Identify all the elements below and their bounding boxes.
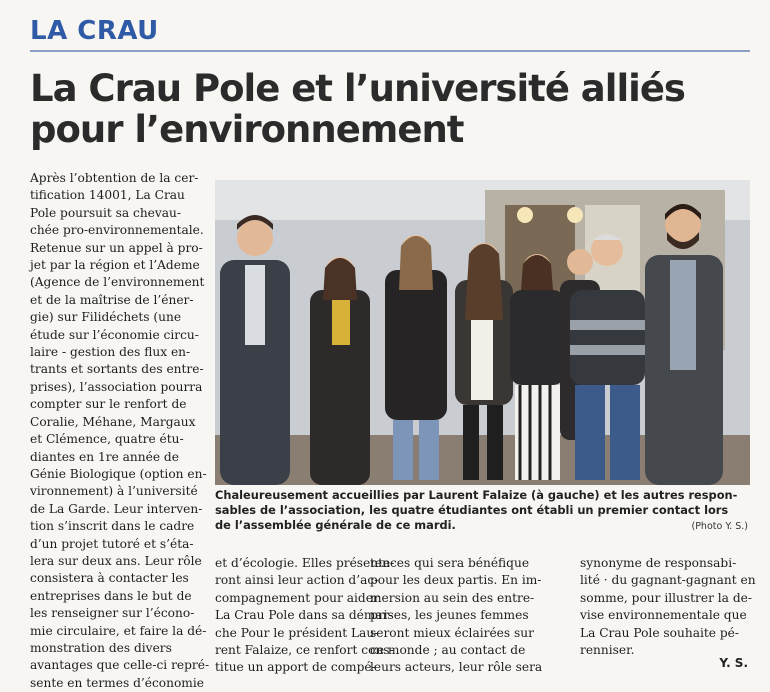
text-line: Génie Biologique (option en-	[30, 466, 207, 481]
text-line: vironnement) à l’université	[30, 484, 198, 499]
photo-credit: (Photo Y. S.)	[691, 521, 748, 532]
text-line: monstration des divers	[30, 640, 172, 655]
text-line: titue un apport de compé-	[215, 660, 376, 675]
text-line: gie) sur Filidéchets (une	[30, 310, 182, 325]
text-line: mersion au sein des entre-	[370, 590, 535, 605]
article-headline	[30, 68, 750, 150]
text-line: avantages que celle-ci repré-	[30, 658, 210, 673]
section-title: LA CRAU	[30, 16, 159, 46]
author-signature: Y. S.	[719, 656, 748, 670]
article-column-2	[215, 555, 395, 677]
text-line: (Agence de l’environnement	[30, 275, 205, 290]
text-line: prises), l’association pourra	[30, 379, 203, 394]
section-divider	[30, 50, 750, 52]
text-line: chée pro-environnementale.	[30, 223, 204, 238]
text-line: pour les deux partis. En im-	[370, 573, 542, 588]
text-line: Après l’obtention de la cer-	[30, 171, 199, 185]
text-line: sente en termes d’économie	[30, 675, 204, 690]
text-line: laire - gestion des flux en-	[30, 345, 191, 360]
text-line: mie circulaire, et faire la dé-	[30, 623, 207, 638]
headline-line-1: La Crau Pole et l’université alliés	[30, 67, 685, 110]
text-line: entreprises dans le but de	[30, 588, 192, 603]
text-line: Pole poursuit sa chevau-	[30, 205, 182, 220]
text-line: renniser.	[580, 643, 635, 658]
text-line: d’un projet tutoré et s’éta-	[30, 536, 194, 551]
caption-line: Chaleureusement accueillies par Laurent Falaize (à gauche) et les autres respon-	[215, 488, 738, 502]
text-line: tification 14001, La Crau	[30, 188, 185, 203]
text-line: tion s’inscrit dans le cadre	[30, 519, 195, 534]
text-line: tences qui sera bénéfique	[370, 556, 530, 570]
caption-line: sables de l’association, les quatre étudiantes ont établi un premier contact lors	[215, 503, 729, 517]
text-line: et d’écologie. Elles présente-	[215, 556, 395, 570]
article-column-3	[370, 555, 560, 677]
article-column-4	[580, 555, 756, 659]
text-line: La Crau Pole dans sa démar-	[215, 608, 393, 623]
text-line: ront ainsi leur action d’ac-	[215, 573, 379, 588]
text-line: lera sur deux ans. Leur rôle	[30, 553, 202, 568]
text-line: trants et sortants des entre-	[30, 362, 204, 377]
text-line: che Pour le président Lau-	[215, 625, 379, 640]
text-line: Retenue sur un appel à pro-	[30, 240, 203, 255]
text-line: ce monde ; au contact de	[370, 643, 526, 658]
text-line: somme, pour illustrer la de-	[580, 590, 752, 605]
text-line: diantes en 1re année de	[30, 449, 179, 464]
text-line: leurs acteurs, leur rôle sera	[370, 660, 543, 675]
text-line: rent Falaize, ce renfort cons-	[215, 643, 394, 658]
text-line: vise environnementale que	[580, 608, 747, 623]
text-line: et Clémence, quatre étu-	[30, 432, 184, 447]
text-line: les renseigner sur l’écono-	[30, 606, 195, 621]
caption-line: de l’assemblée générale de ce mardi.	[215, 518, 456, 532]
text-line: compagnement pour aider	[215, 590, 379, 605]
text-line: Coralie, Méhane, Margaux	[30, 414, 196, 429]
text-line: compter sur le renfort de	[30, 397, 187, 412]
text-line: étude sur l’économie circu-	[30, 327, 199, 342]
photo-caption	[215, 488, 750, 533]
text-line: lité · du gagnant-gagnant en	[580, 573, 756, 588]
text-line: de La Garde. Leur interven-	[30, 501, 203, 516]
text-line: prises, les jeunes femmes	[370, 608, 529, 623]
text-line: La Crau Pole souhaite pé-	[580, 625, 739, 640]
article-column-1	[30, 170, 210, 692]
text-line: et de la maîtrise de l’éner-	[30, 292, 194, 307]
group-photo-illustration	[215, 180, 750, 485]
text-line: jet par la région et l’Ademe	[30, 258, 200, 273]
article-photo	[215, 180, 750, 485]
text-line: consistera à contacter les	[30, 571, 189, 586]
text-line: seront mieux éclairées sur	[370, 625, 534, 640]
headline-line-2: pour l’environnement	[30, 108, 464, 151]
text-line: synonyme de responsabi-	[580, 556, 737, 570]
